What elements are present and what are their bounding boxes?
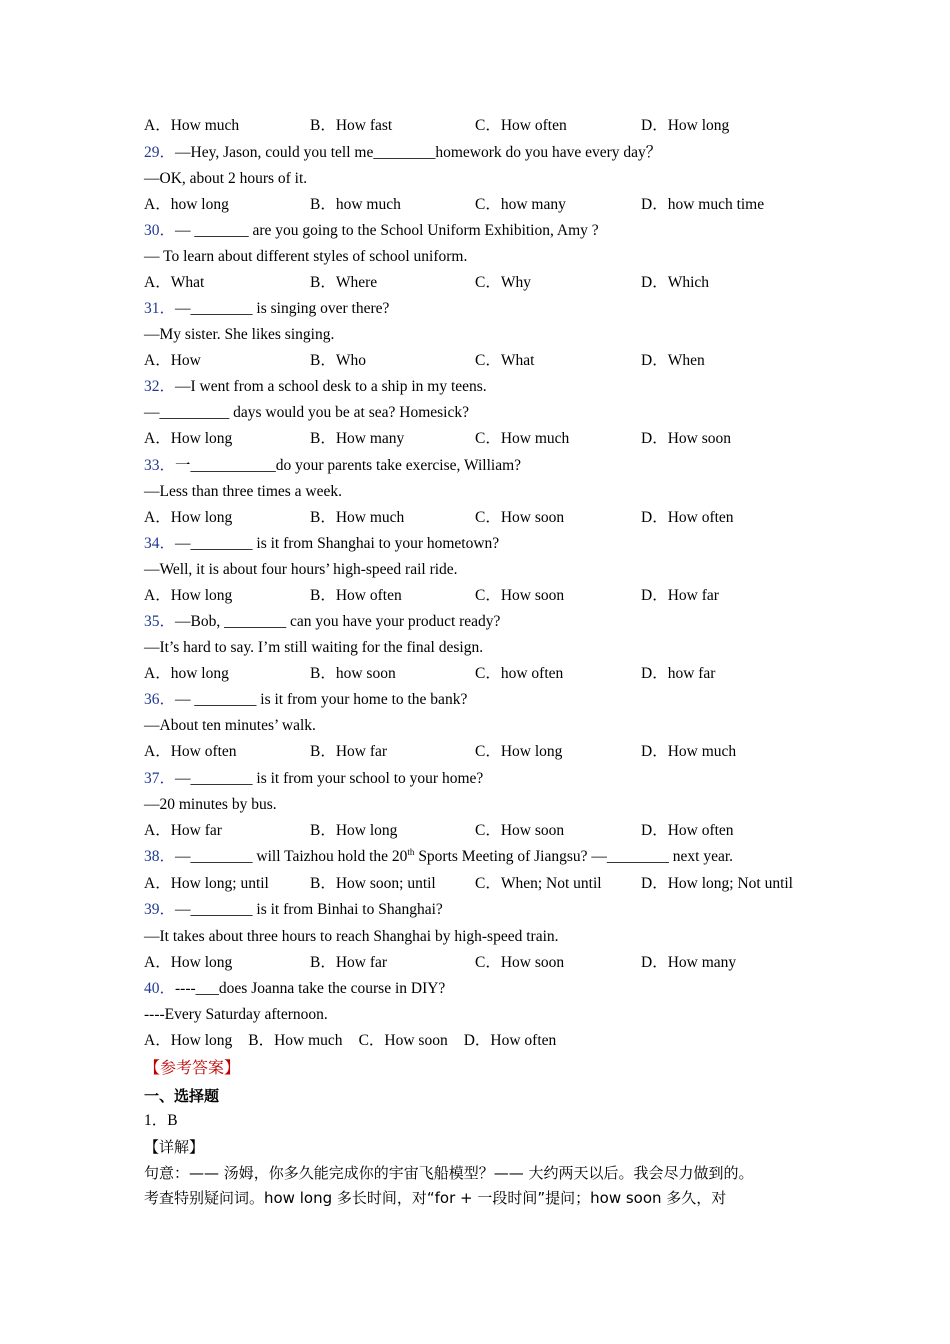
option-a: A．How far xyxy=(144,822,222,839)
option-a: A．How xyxy=(144,352,201,369)
option-c: C．Why xyxy=(475,274,531,291)
question-text: —Hey, Jason, could you tell me________homework do you have every day？ xyxy=(175,144,662,161)
option-a: A．How long xyxy=(144,509,233,526)
question-text: —________ is singing over there? xyxy=(175,300,390,317)
option-b: B．How often xyxy=(310,587,402,604)
option-a: A．How long xyxy=(144,954,233,971)
option-b: B．how soon xyxy=(310,665,396,682)
option-d: D．Which xyxy=(641,274,710,291)
answer-item: 1．B xyxy=(144,1112,178,1129)
option-c: C．How much xyxy=(475,430,570,447)
q33-stem xyxy=(144,456,521,476)
question-text-end: Sports Meeting of Jiangsu? —________ next year. xyxy=(414,848,734,865)
q33-reply: —Less than three times a week. xyxy=(144,483,342,500)
option-c: C．How soon xyxy=(475,509,565,526)
q34-reply: —Well, it is about four hours’ high-speed rail ride. xyxy=(144,561,458,578)
question-text: —________ is it from your school to your home? xyxy=(175,770,484,787)
q39-stem xyxy=(144,900,443,920)
section-heading: 一、选择题 xyxy=(144,1087,220,1105)
explanation-line: 考查特别疑问词。how long 多长时间，对“for + 一段时间”提问；how soon 多久，对 xyxy=(144,1189,727,1207)
question-text: —________ is it from Shanghai to your hometown? xyxy=(175,535,500,552)
option-c: C．How long xyxy=(475,743,563,760)
question-text: — ________ is it from your home to the bank? xyxy=(175,691,468,708)
q39-reply: —It takes about three hours to reach Shanghai by high-speed train. xyxy=(144,928,559,945)
option-b: B．How much xyxy=(248,1032,343,1049)
option-d: D．When xyxy=(641,352,705,369)
option-a: A．How long xyxy=(144,430,233,447)
option-d: D．How far xyxy=(641,587,719,604)
option-d: D．how far xyxy=(641,665,716,682)
question-text: —________ will Taizhou hold the 20 xyxy=(175,848,408,865)
question-number: 32． xyxy=(144,378,176,395)
question-number: 36． xyxy=(144,691,176,708)
q35-stem xyxy=(144,612,500,632)
question-number: 39． xyxy=(144,901,176,918)
question-number: 29． xyxy=(144,144,176,161)
option-c: C．What xyxy=(475,352,535,369)
option-c: C．How soon xyxy=(358,1032,448,1049)
option-a: A．How often xyxy=(144,743,237,760)
option-a: A．How much xyxy=(144,117,240,134)
option-b: B．Where xyxy=(310,274,378,291)
question-text: ---- xyxy=(175,980,196,997)
option-c: C．how many xyxy=(475,196,566,213)
question-number: 40． xyxy=(144,980,176,997)
question-number: 33． xyxy=(144,457,176,474)
q36-reply: —About ten minutes’ walk. xyxy=(144,717,316,734)
option-d: D．How much xyxy=(641,743,737,760)
q30-reply: — To learn about different styles of school uniform. xyxy=(144,248,468,265)
option-c: C．How soon xyxy=(475,822,565,839)
question-number: 31． xyxy=(144,300,176,317)
question-text: — _______ are you going to the School Uniform Exhibition, Amy ? xyxy=(175,222,599,239)
question-text-end: does Joanna take the course in DIY? xyxy=(218,980,446,997)
option-d: D．How long; Not until xyxy=(641,875,793,892)
answer-blank: ___ xyxy=(195,980,219,997)
option-b: B．How long xyxy=(310,822,398,839)
q30-stem xyxy=(144,221,599,241)
option-a: A．how long xyxy=(144,196,229,213)
option-c: C．How soon xyxy=(475,587,565,604)
question-text: —Bob, ________ can you have your product ready? xyxy=(175,613,501,630)
question-number: 34． xyxy=(144,535,176,552)
option-a: A．How long xyxy=(144,1032,233,1049)
option-b: B．How soon; until xyxy=(310,875,436,892)
question-number: 35． xyxy=(144,613,176,630)
q36-stem xyxy=(144,690,467,710)
q29-reply: —OK, about 2 hours of it. xyxy=(144,170,308,187)
q40-stem xyxy=(144,979,445,999)
option-b: B．how much xyxy=(310,196,401,213)
option-b: B．How far xyxy=(310,743,388,760)
question-text: —________ is it from Binhai to Shanghai? xyxy=(175,901,443,918)
option-d: D．How soon xyxy=(641,430,731,447)
q38-stem xyxy=(144,847,733,867)
q32-reply: —_________ days would you be at sea? Homesick? xyxy=(144,404,470,421)
q40-reply: ----Every Saturday afternoon. xyxy=(144,1006,328,1023)
answer-heading: 【参考答案】 xyxy=(144,1058,241,1077)
option-c: C．When; Not until xyxy=(475,875,602,892)
option-b: B．How far xyxy=(310,954,388,971)
option-d: D．How often xyxy=(641,822,734,839)
detail-label: 【详解】 xyxy=(144,1138,205,1156)
q31-stem xyxy=(144,299,389,319)
option-b: B．How fast xyxy=(310,117,393,134)
q35-reply: —It’s hard to say. I’m still waiting for the final design. xyxy=(144,639,484,656)
option-c: C．How often xyxy=(475,117,567,134)
q32-stem xyxy=(144,377,487,397)
explanation-line: 句意：—— 汤姆，你多久能完成你的宇宙飞船模型？—— 大约两天以后。我会尽力做到的。 xyxy=(144,1164,754,1182)
option-a: A．how long xyxy=(144,665,229,682)
option-c: C．how often xyxy=(475,665,564,682)
option-a: A．What xyxy=(144,274,205,291)
question-number: 30． xyxy=(144,222,176,239)
q37-stem xyxy=(144,769,483,789)
q31-reply: —My sister. She likes singing. xyxy=(144,326,335,343)
option-b: B．How much xyxy=(310,509,405,526)
q37-reply: —20 minutes by bus. xyxy=(144,796,277,813)
question-text: —I went from a school desk to a ship in my teens. xyxy=(175,378,487,395)
option-a: A．How long xyxy=(144,587,233,604)
q29-stem xyxy=(144,143,661,163)
option-a: A．How long; until xyxy=(144,875,269,892)
q34-stem xyxy=(144,534,499,554)
option-d: D．how much time xyxy=(641,196,765,213)
option-d: D．How long xyxy=(641,117,730,134)
superscript: th xyxy=(407,847,415,857)
question-text: 一___________do your parents take exercise, William? xyxy=(175,457,522,474)
option-d: D．How often xyxy=(463,1032,557,1049)
question-number: 38． xyxy=(144,848,176,865)
option-c: C．How soon xyxy=(475,954,565,971)
option-d: D．How often xyxy=(641,509,734,526)
q40-options xyxy=(144,1031,572,1051)
option-b: B．Who xyxy=(310,352,366,369)
option-d: D．How many xyxy=(641,954,737,971)
option-b: B．How many xyxy=(310,430,405,447)
question-number: 37． xyxy=(144,770,176,787)
